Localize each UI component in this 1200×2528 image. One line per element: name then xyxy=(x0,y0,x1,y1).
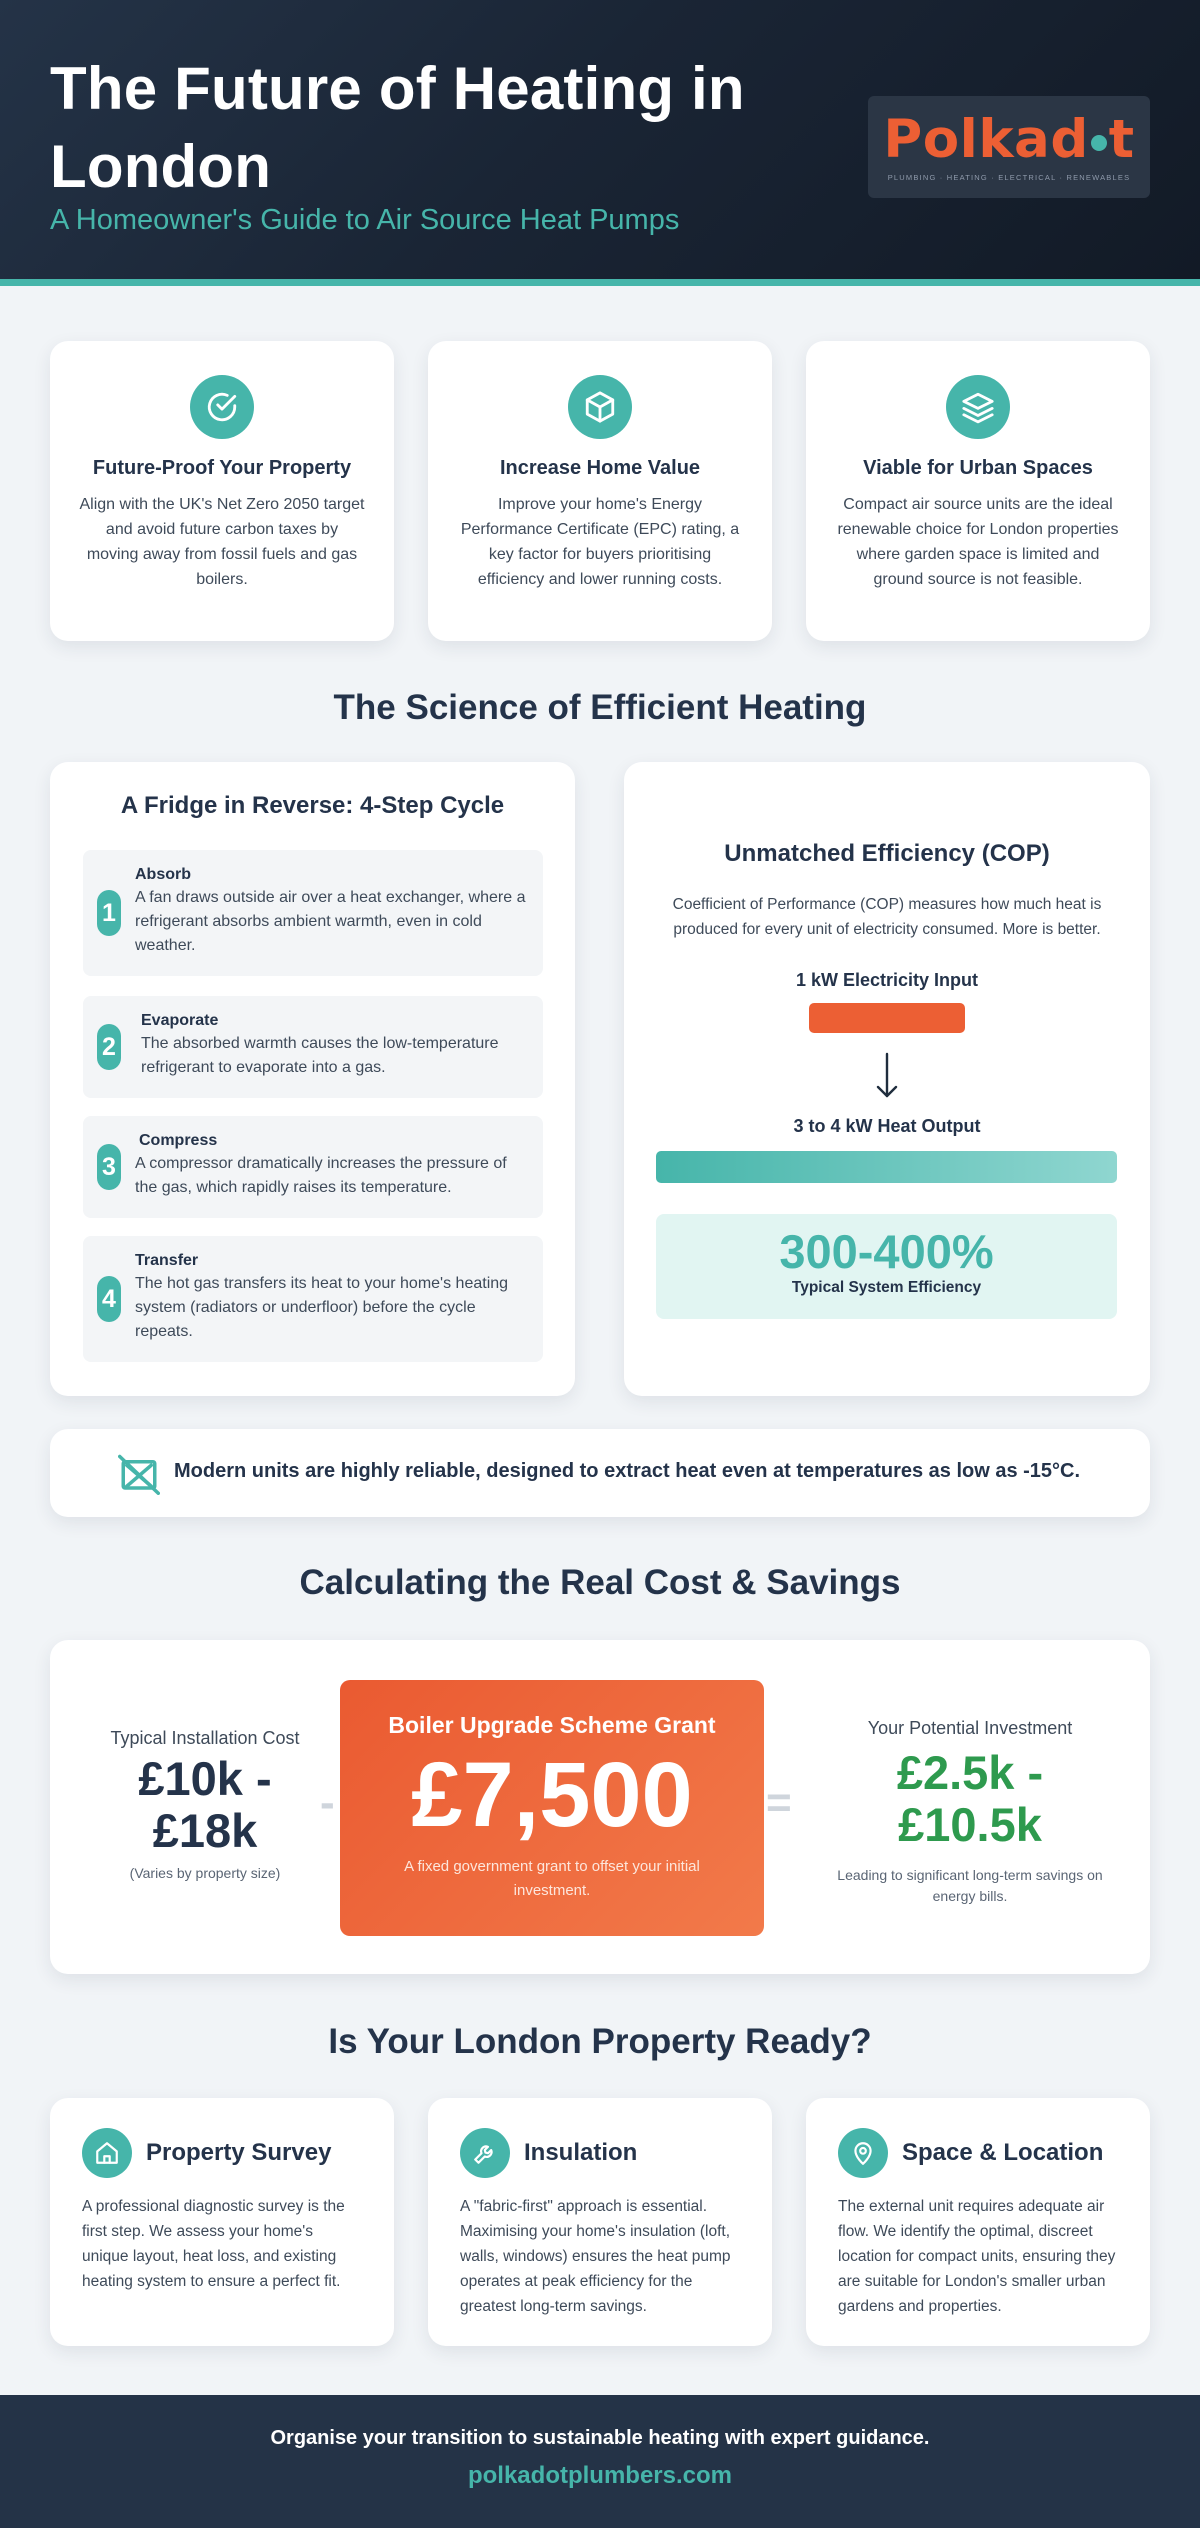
potential-investment-value: £2.5k - £10.5k xyxy=(896,1746,1044,1851)
grant-box xyxy=(340,1680,764,1936)
location-pin-icon xyxy=(838,2128,888,2178)
footer xyxy=(0,2395,1200,2528)
grant-value: £7,500 xyxy=(411,1744,693,1846)
readiness-card-insulation xyxy=(428,2098,772,2346)
layers-icon xyxy=(946,375,1010,439)
readiness-text: A professional diagnostic survey is the first step. We assess your home's unique layout, heat loss, and existing heating system to ensure a perfect fit. xyxy=(82,2198,345,2290)
logo-wordmark xyxy=(883,108,1135,170)
step-text: The absorbed warmth causes the low-temperature refrigerant to evaporate into a gas. xyxy=(141,1035,499,1076)
benefit-text: Align with the UK's Net Zero 2050 target and avoid future carbon taxes by moving away from fossil fuels and gas boilers. xyxy=(79,496,365,588)
efficiency-value: 300-400% xyxy=(779,1225,994,1278)
potential-investment-label: Your Potential Investment xyxy=(867,1718,1073,1738)
cycle-step-compress xyxy=(83,1116,543,1218)
cycle-title: A Fridge in Reverse: 4-Step Cycle xyxy=(120,792,505,819)
page-title: The Future of Heating in London xyxy=(50,55,745,200)
science-section-title: The Science of Efficient Heating xyxy=(333,688,867,727)
cube-icon xyxy=(568,375,632,439)
cop-description: Coefficient of Performance (COP) measures how much heat is produced for every unit of electricity consumed. More is better. xyxy=(672,896,1102,938)
readiness-card-location xyxy=(806,2098,1150,2346)
installation-cost-note: (Varies by property size) xyxy=(129,1865,281,1881)
step-number: 4 xyxy=(97,1276,121,1322)
cost-section-title: Calculating the Real Cost & Savings xyxy=(299,1563,901,1602)
readiness-section-title: Is Your London Property Ready? xyxy=(328,2022,872,2061)
electricity-input-label: 1 kW Electricity Input xyxy=(795,970,979,990)
benefit-text: Improve your home's Energy Performance Certificate (EPC) rating, a key factor for buyers prioritising efficiency and lower running costs. xyxy=(460,496,740,588)
benefit-title: Future-Proof Your Property xyxy=(92,457,352,479)
reliability-text: Modern units are highly reliable, designed to extract heat even at temperatures as low as -15°C. xyxy=(174,1460,1081,1482)
heat-output-bar xyxy=(656,1151,1117,1183)
logo-tagline: PLUMBING · HEATING · ELECTRICAL · RENEWABLES xyxy=(887,172,1131,182)
readiness-text: A "fabric-first" approach is essential. Maximising your home's insulation (loft, walls, windows) ensures the heat pump operates at peak efficiency for the greatest long-term savings. xyxy=(460,2198,731,2315)
efficiency-label: Typical System Efficiency xyxy=(791,1279,982,1296)
cycle-step-absorb xyxy=(83,850,543,976)
efficiency-box xyxy=(656,1214,1117,1319)
equals-operator: = xyxy=(766,1778,792,1827)
step-text: A compressor dramatically increases the pressure of the gas, which rapidly raises its temperature. xyxy=(135,1155,507,1196)
wrench-icon xyxy=(460,2128,510,2178)
grant-note: A fixed government grant to offset your initial investment. xyxy=(404,1858,700,1899)
website-link[interactable]: polkadotplumbers.com xyxy=(467,2462,733,2489)
heat-output-label: 3 to 4 kW Heat Output xyxy=(793,1116,981,1136)
step-number: 3 xyxy=(97,1144,121,1190)
step-number: 1 xyxy=(97,890,121,936)
brand-logo[interactable] xyxy=(868,96,1150,198)
page-subtitle: A Homeowner's Guide to Air Source Heat Pumps xyxy=(50,204,680,236)
reliability-banner xyxy=(50,1429,1150,1517)
potential-investment-note: Leading to significant long-term savings on energy bills. xyxy=(837,1867,1103,1904)
potential-investment xyxy=(820,1718,1120,1907)
footer-text: Organise your transition to sustainable heating with expert guidance. xyxy=(270,2427,930,2449)
step-title: Absorb xyxy=(135,866,191,883)
step-number: 2 xyxy=(97,1024,121,1070)
arrow-down-icon xyxy=(875,1052,899,1105)
cycle-step-transfer xyxy=(83,1236,543,1362)
step-title: Transfer xyxy=(135,1252,199,1269)
check-circle-icon xyxy=(190,375,254,439)
step-text: A fan draws outside air over a heat exchanger, where a refrigerant absorbs ambient warmth, even in cold weather. xyxy=(135,889,526,954)
readiness-card-survey xyxy=(50,2098,394,2346)
step-title: Evaporate xyxy=(141,1012,219,1029)
step-text: The hot gas transfers its heat to your home's heating system (radiators or underfloor) before the cycle repeats. xyxy=(135,1275,509,1340)
grant-title: Boiler Upgrade Scheme Grant xyxy=(388,1712,716,1738)
logo-dot xyxy=(1091,135,1107,151)
snow-x-icon xyxy=(118,1453,160,1500)
cycle-card xyxy=(50,762,575,1396)
cost-card xyxy=(50,1640,1150,1974)
benefit-title: Viable for Urban Spaces xyxy=(863,457,1093,479)
readiness-title: Property Survey xyxy=(146,2139,332,2166)
cop-title: Unmatched Efficiency (COP) xyxy=(724,840,1050,867)
home-icon xyxy=(82,2128,132,2178)
readiness-text: The external unit requires adequate air flow. We identify the optimal, discreet location for compact units, ensuring they are suitable for London's smaller urban gardens and properties. xyxy=(838,2198,1116,2315)
installation-cost xyxy=(80,1728,330,1881)
step-title: Compress xyxy=(139,1132,218,1149)
benefit-card-future-proof xyxy=(50,341,394,641)
readiness-title: Space & Location xyxy=(902,2139,1104,2166)
logo-text-before: Polkad xyxy=(883,108,1089,170)
header xyxy=(0,0,1200,286)
cop-card xyxy=(624,762,1150,1396)
benefit-text: Compact air source units are the ideal renewable choice for London properties where garden space is limited and ground source is not feasible. xyxy=(837,496,1119,588)
benefit-card-home-value xyxy=(428,341,772,641)
logo-text-after: t xyxy=(1108,108,1135,170)
benefit-card-urban-spaces xyxy=(806,341,1150,641)
benefit-title: Increase Home Value xyxy=(499,457,701,479)
header-accent-line xyxy=(0,279,1200,286)
installation-cost-label: Typical Installation Cost xyxy=(110,1728,300,1748)
minus-operator: - xyxy=(320,1778,335,1827)
electricity-input-bar xyxy=(809,1003,965,1033)
readiness-title: Insulation xyxy=(524,2139,638,2166)
cycle-step-evaporate xyxy=(83,996,543,1098)
installation-cost-value: £10k - £18k xyxy=(138,1752,272,1857)
